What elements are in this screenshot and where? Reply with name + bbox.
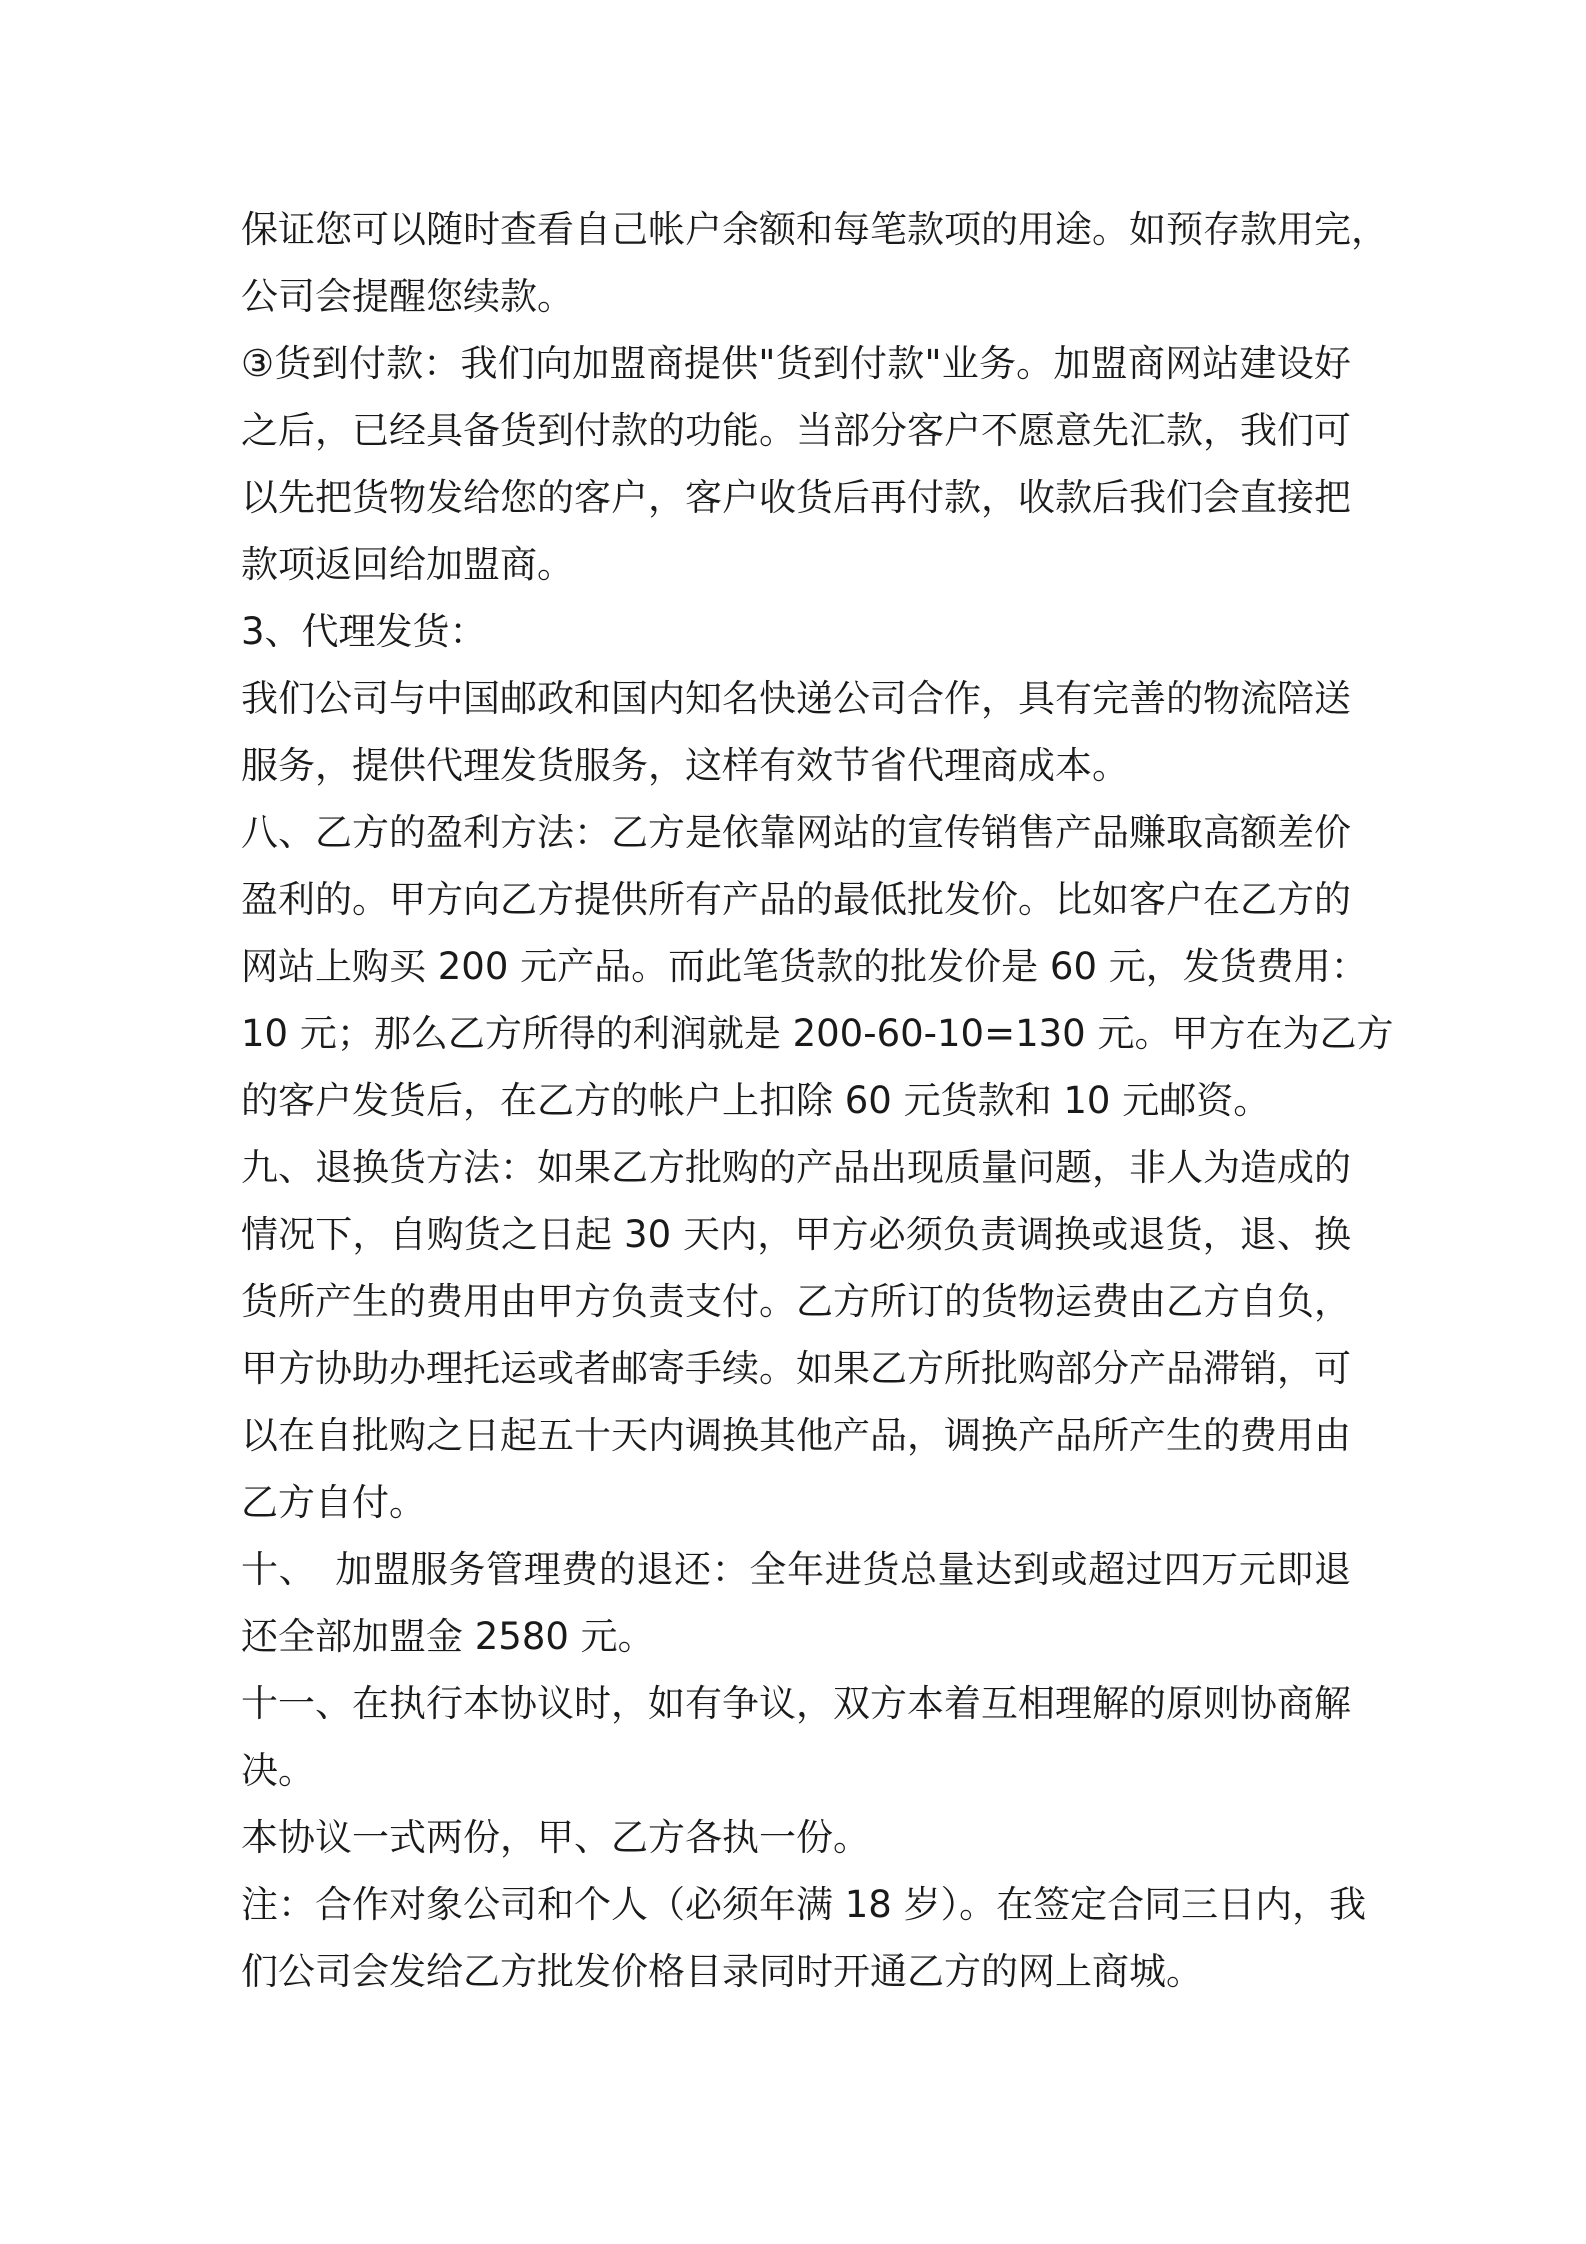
text-line: 的客户发货后，在乙方的帐户上扣除 60 元货款和 10 元邮资。 — [241, 1079, 1271, 1122]
text-line: 情况下，自购货之日起 30 天内，甲方必须负责调换或退货，退、换 — [241, 1213, 1351, 1256]
text-line: 本协议一式两份，甲、乙方各执一份。 — [241, 1816, 870, 1859]
text-line: 以先把货物发给您的客户，客户收货后再付款，收款后我们会直接把 — [241, 476, 1351, 519]
text-line: 服务，提供代理发货服务，这样有效节省代理商成本。 — [241, 744, 1129, 787]
section-heading: 3、代理发货： — [241, 610, 487, 653]
text-line: 们公司会发给乙方批发价格目录同时开通乙方的网上商城。 — [241, 1950, 1203, 1993]
text-line: ③货到付款：我们向加盟商提供"货到付款"业务。加盟商网站建设好 — [241, 342, 1351, 385]
text-line: 以在自批购之日起五十天内调换其他产品，调换产品所产生的费用由 — [241, 1414, 1351, 1457]
text-line: 网站上购买 200 元产品。而此笔货款的批发价是 60 元，发货费用： — [241, 945, 1368, 988]
text-line: 乙方自付。 — [241, 1481, 426, 1524]
text-line: 盈利的。甲方向乙方提供所有产品的最低批发价。比如客户在乙方的 — [241, 878, 1351, 921]
text-line: 还全部加盟金 2580 元。 — [241, 1615, 655, 1658]
text-line: 注：合作对象公司和个人（必须年满 18 岁）。在签定合同三日内，我 — [241, 1883, 1367, 1926]
text-line: 甲方协助办理托运或者邮寄手续。如果乙方所批购部分产品滞销，可 — [241, 1347, 1351, 1390]
text-line: 保证您可以随时查看自己帐户余额和每笔款项的用途。如预存款用完， — [241, 208, 1388, 251]
text-line: 八、乙方的盈利方法：乙方是依靠网站的宣传销售产品赚取高额差价 — [241, 811, 1351, 854]
text-line: 我们公司与中国邮政和国内知名快递公司合作，具有完善的物流陪送 — [241, 677, 1351, 720]
text-line: 十、 加盟服务管理费的退还：全年进货总量达到或超过四万元即退 — [241, 1548, 1351, 1591]
text-line: 10 元；那么乙方所得的利润就是 200-60-10=130 元。甲方在为乙方 — [241, 1012, 1394, 1055]
text-line: 九、退换货方法：如果乙方批购的产品出现质量问题，非人为造成的 — [241, 1146, 1351, 1189]
text-line: 款项返回给加盟商。 — [241, 543, 574, 586]
text-line: 货所产生的费用由甲方负责支付。乙方所订的货物运费由乙方自负， — [241, 1280, 1351, 1323]
text-line: 决。 — [241, 1749, 315, 1792]
text-line: 公司会提醒您续款。 — [241, 275, 574, 318]
document-body — [241, 196, 1394, 2005]
text-line: 十一、在执行本协议时，如有争议，双方本着互相理解的原则协商解 — [241, 1682, 1351, 1725]
text-line: 之后，已经具备货到付款的功能。当部分客户不愿意先汇款，我们可 — [241, 409, 1351, 452]
